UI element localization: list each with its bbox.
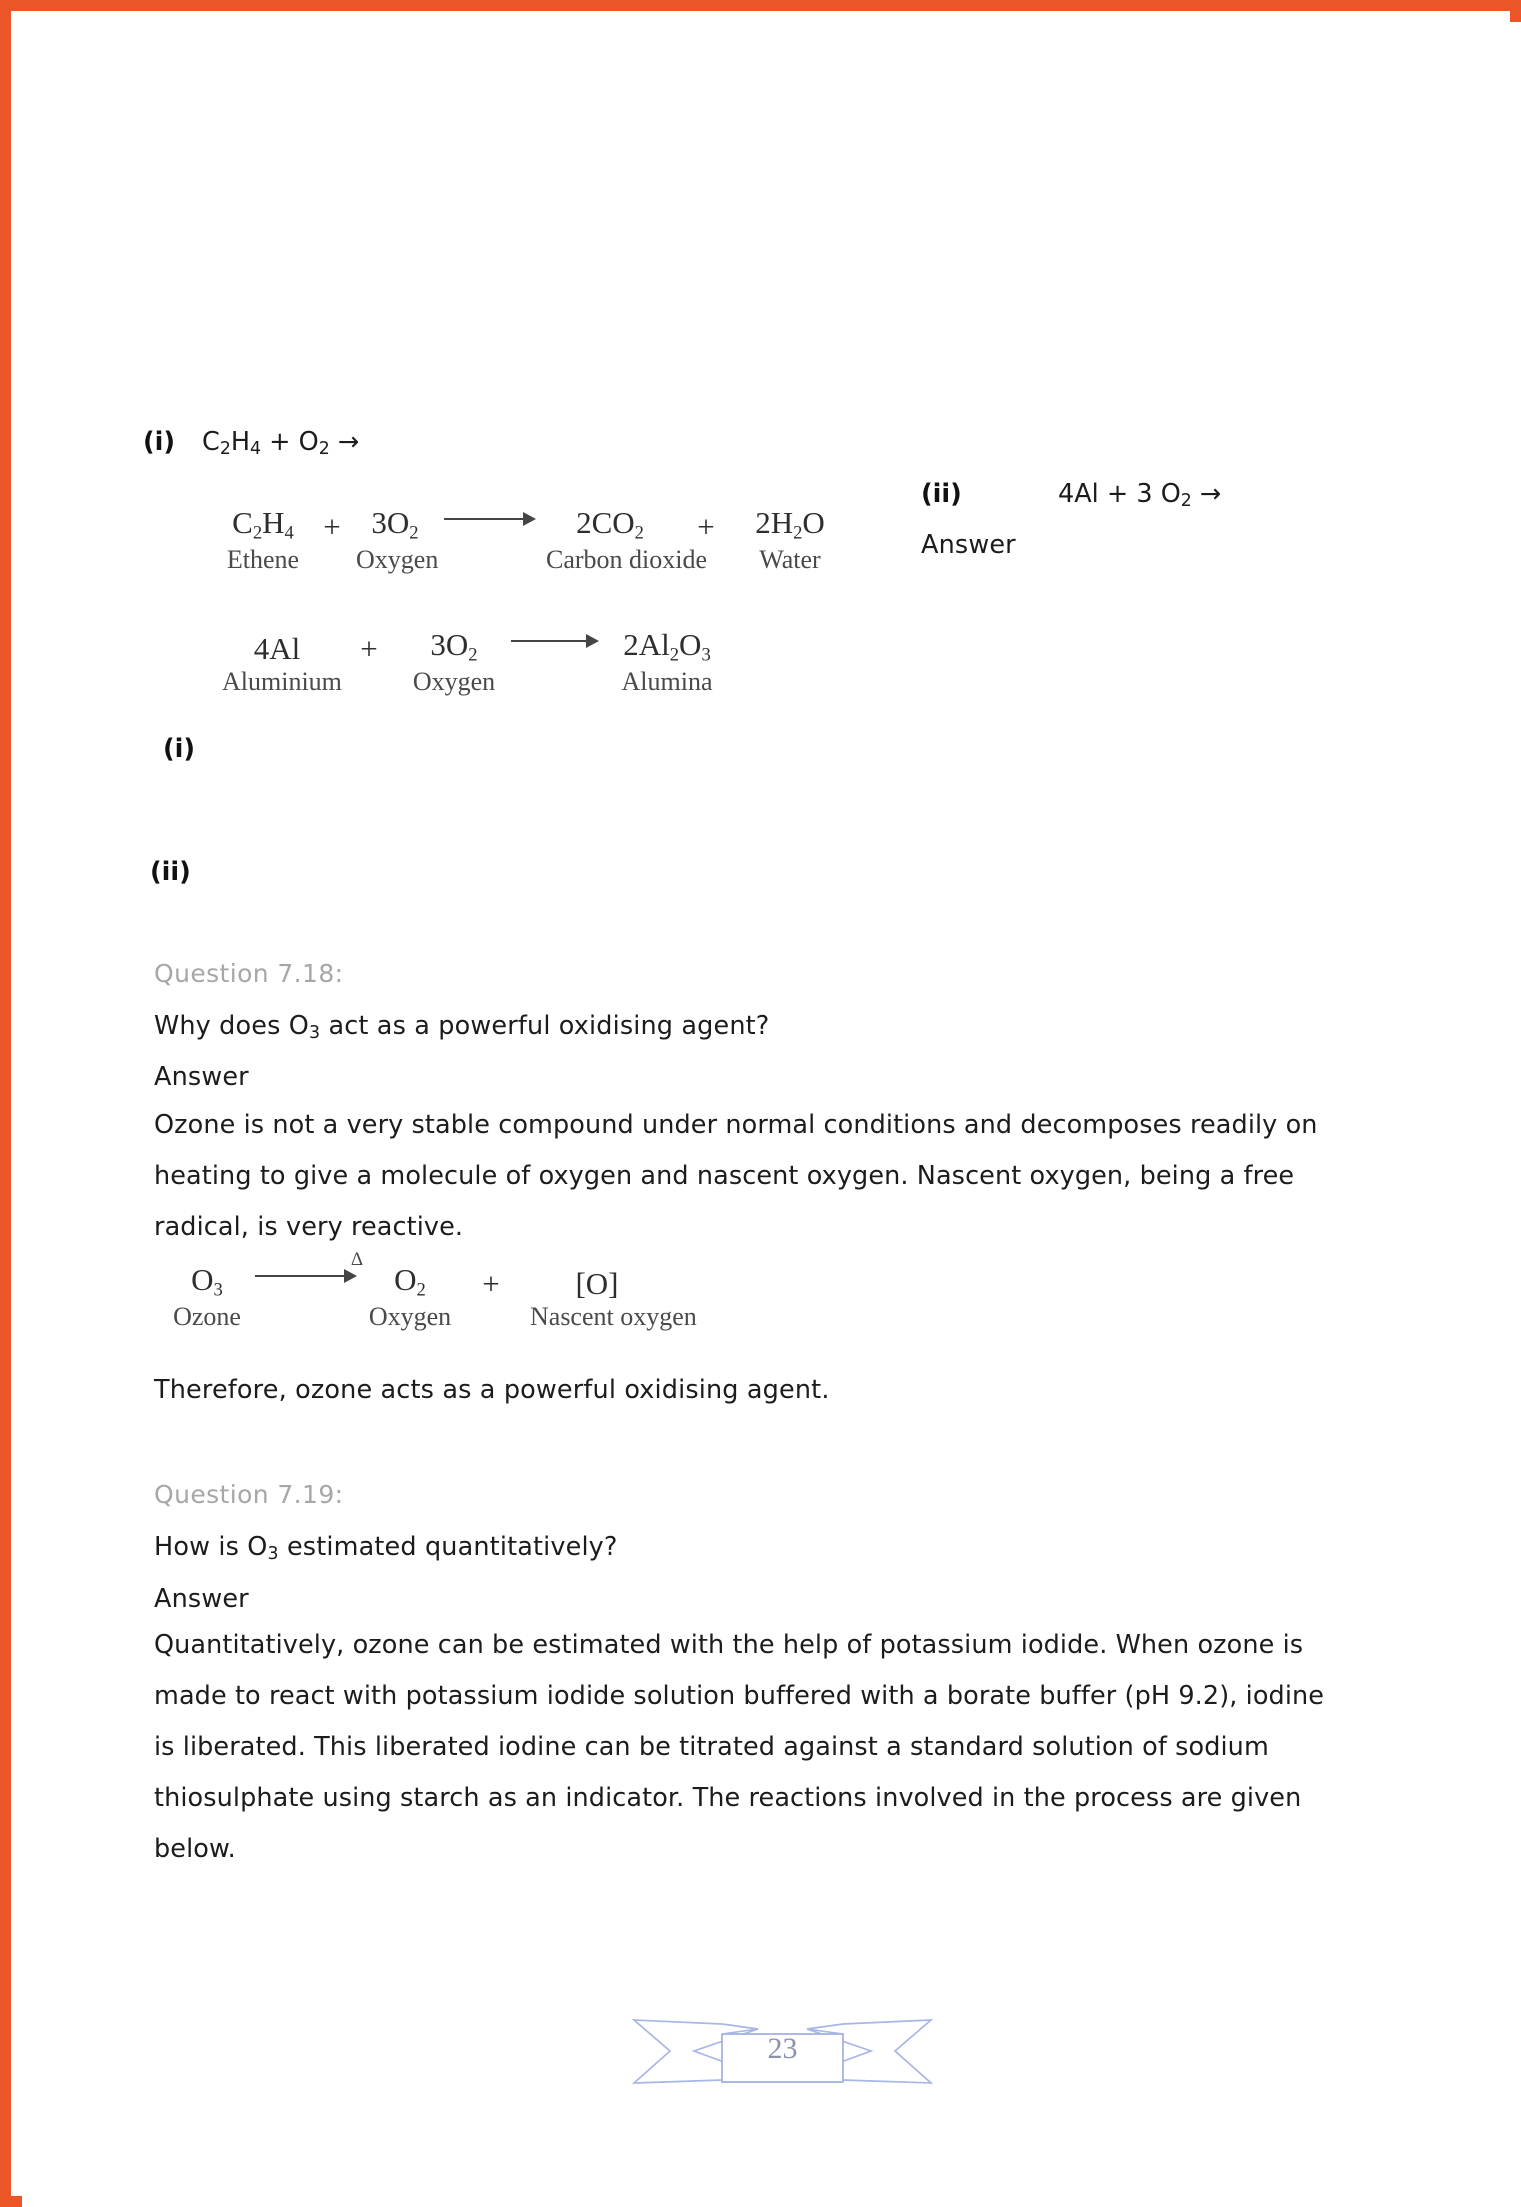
inline-equation-ethene: [202, 427, 359, 459]
equation-formula-row: [222, 627, 726, 667]
reaction-arrow-icon: [434, 505, 546, 545]
term-carbon-dioxide-formula: $2CO_2$: [576, 505, 644, 544]
answer-line: made to react with potassium iodide solution buffered with a borate buffer (pH 9.2), iodine: [154, 1681, 1325, 1711]
term-ethene-formula: $C_2H_4$: [232, 505, 294, 544]
equation-label-row: [170, 1302, 697, 1336]
formula-o2: $O_2$: [298, 427, 330, 459]
question-prompt-718: Why does $O_3$ act as a powerful oxidising agent?: [154, 1011, 770, 1043]
label-aluminium: Aluminium: [222, 667, 342, 696]
equation-ozone-decomposition: [170, 1249, 697, 1336]
answer-text-718: [154, 1100, 1412, 1253]
term-aluminium-formula: 4Al: [253, 631, 301, 666]
label-nascent-oxygen: Nascent oxygen: [530, 1302, 697, 1331]
label-ozone: Ozone: [173, 1302, 241, 1331]
label-oxygen: Oxygen: [356, 545, 439, 574]
answer-label-719: Answer: [154, 1584, 249, 1614]
term-ozone-formula: $O_3$: [191, 1262, 223, 1301]
plus-sign: +: [269, 427, 299, 457]
answer-line: is liberated. This liberated iodine can be titrated against a standard solution of sodium: [154, 1732, 1269, 1762]
equation-label-row: [218, 545, 842, 579]
formula-4al: 4Al: [1058, 479, 1099, 509]
term-alumina-formula: $2Al_2O_3$: [623, 627, 711, 666]
plus-sign: +: [1106, 479, 1137, 509]
label-oxygen: Oxygen: [368, 1302, 452, 1331]
delta-heat-symbol: Δ: [350, 1249, 364, 1270]
inline-equation-aluminium: [1058, 479, 1221, 511]
label-ethene: Ethene: [226, 545, 300, 574]
answer-label-718: Answer: [154, 1062, 249, 1092]
list-marker-ii: (ii): [150, 857, 191, 887]
reaction-arrow-icon: [244, 1249, 368, 1302]
conclusion-text-718: Therefore, ozone acts as a powerful oxidising agent.: [154, 1375, 830, 1405]
page-number-ribbon: [630, 1985, 935, 2093]
equation-formula-row: [218, 505, 842, 545]
label-water: Water: [759, 545, 821, 574]
answer-line: thiosulphate using starch as an indicator. The reactions involved in the process are given: [154, 1783, 1302, 1813]
equation-ethene-combustion: [218, 505, 842, 579]
equation-label-row: [222, 667, 726, 701]
arrow-glyph: →: [337, 427, 360, 457]
page-sheet: [22, 22, 1521, 2207]
plus-operator: +: [360, 631, 378, 666]
equation-formula-row: [170, 1249, 682, 1302]
term-nascent-oxygen-formula: [O]: [575, 1266, 619, 1301]
answer-line: radical, is very reactive.: [154, 1212, 464, 1242]
answer-line: heating to give a molecule of oxygen and nascent oxygen. Nascent oxygen, being a free: [154, 1161, 1295, 1191]
answer-label-top: Answer: [921, 530, 1016, 560]
reaction-arrow-icon: [502, 627, 608, 667]
arrow-glyph: →: [1199, 479, 1222, 509]
formula-3o2: 3 $O_2$: [1136, 479, 1192, 511]
equation-aluminium-combustion: [222, 627, 726, 701]
answer-text-719: [154, 1620, 1412, 1875]
answer-line: below.: [154, 1834, 236, 1864]
term-oxygen-formula: $3O_2$: [371, 505, 419, 544]
list-marker-i-top: (i): [143, 427, 176, 457]
term-oxygen-formula: $O_2$: [394, 1262, 426, 1301]
label-carbon-dioxide: Carbon dioxide: [546, 545, 708, 574]
plus-operator: +: [697, 509, 715, 544]
plus-operator: +: [482, 1266, 500, 1301]
term-oxygen-formula: $3O_2$: [430, 627, 478, 666]
question-heading-719: Question 7.19:: [154, 1480, 344, 1509]
label-alumina: Alumina: [621, 667, 713, 696]
page-number: 23: [767, 2032, 798, 2065]
question-prompt-719: How is $O_3$ estimated quantitatively?: [154, 1532, 618, 1564]
formula-c2h4: $C_2H_4$: [202, 427, 262, 459]
question-heading-718: Question 7.18:: [154, 959, 344, 988]
term-water-formula: $2H_2O$: [755, 505, 825, 544]
answer-line: Quantitatively, ozone can be estimated with the help of potassium iodide. When ozone is: [154, 1630, 1304, 1660]
list-marker-i: (i): [163, 734, 196, 764]
answer-line: Ozone is not a very stable compound under normal conditions and decomposes readily on: [154, 1110, 1318, 1140]
list-marker-ii-top: (ii): [921, 479, 962, 509]
plus-operator: +: [323, 509, 341, 544]
label-oxygen: Oxygen: [412, 667, 496, 696]
